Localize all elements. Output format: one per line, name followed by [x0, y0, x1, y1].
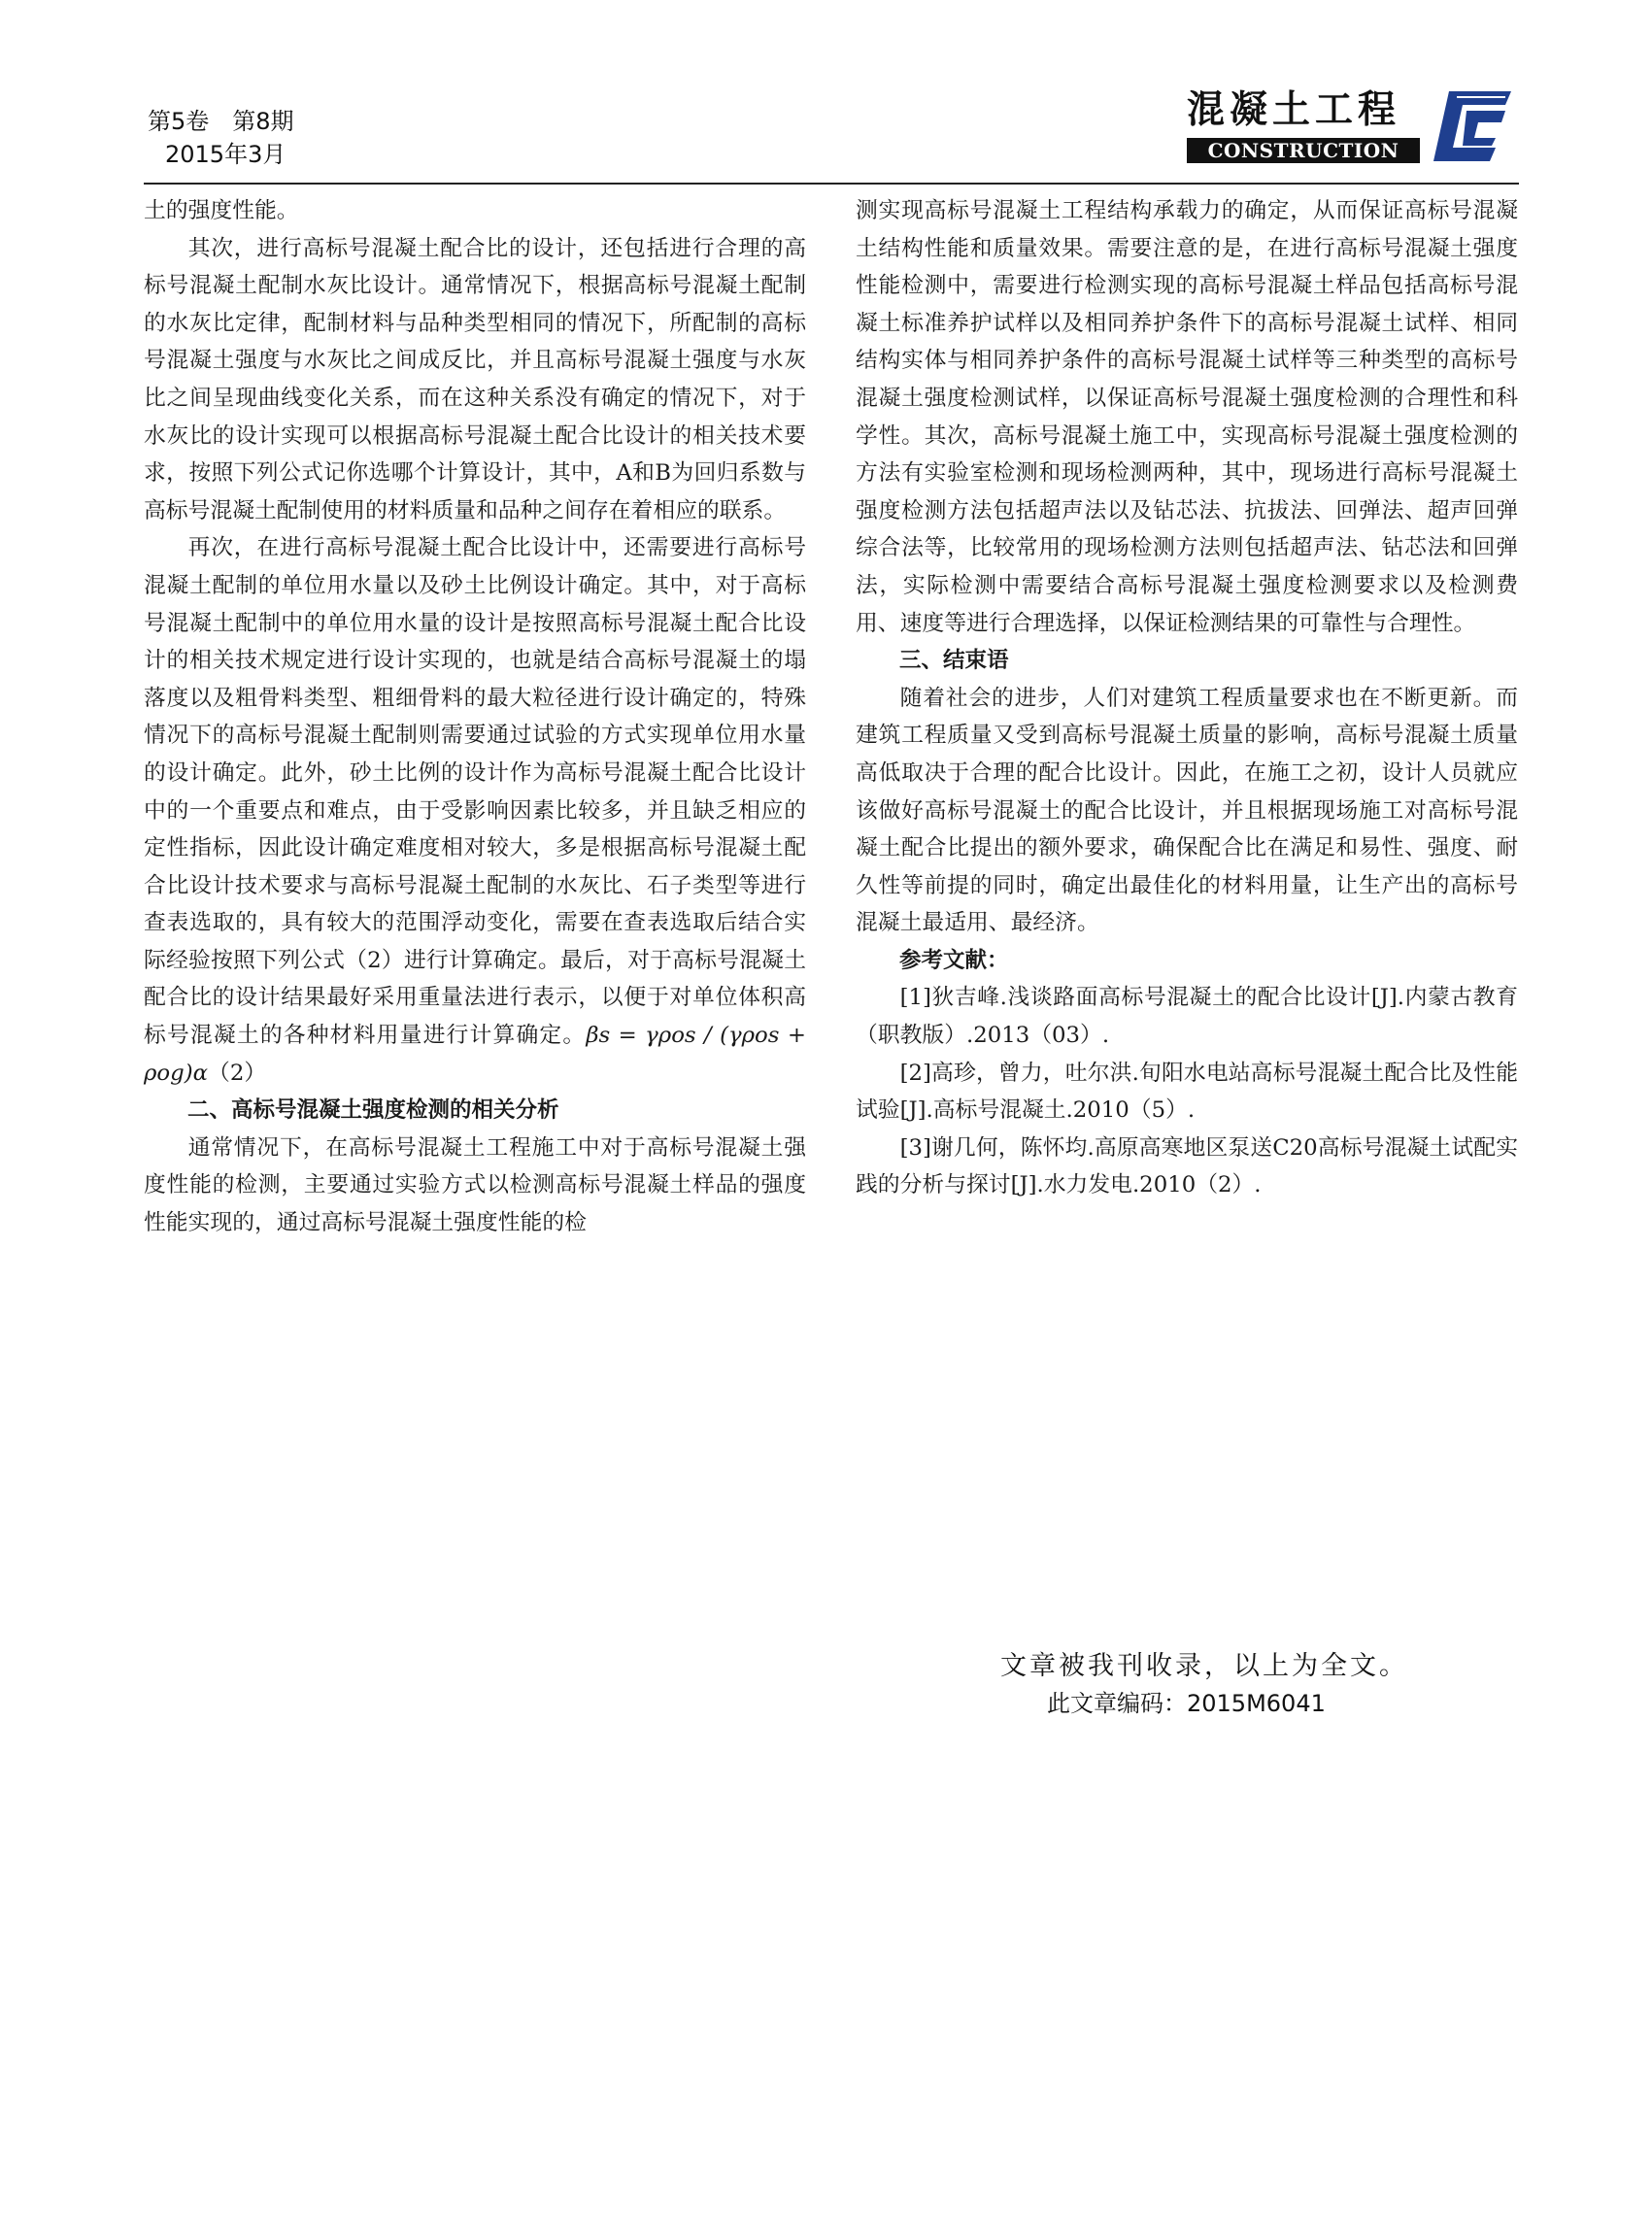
article-code: 此文章编码：2015M6041 — [1047, 1690, 1326, 1717]
paragraph: 测实现高标号混凝土工程结构承载力的确定，从而保证高标号混凝土结构性能和质量效果。需要注意的是，在进行高标号混凝土强度性能检测中，需要进行检测实现的高标号混凝土样品包括高标号混凝土标准养护试样以及相同养护条件下的高标号混凝土试样、相同结构实体与相同养护条件的高标号混凝土试样等三种类型的高标号混凝土强度检测试样，以保证高标号混凝土强度检测的合理性和科学性。其次，高标号混凝土施工中，实现高标号混凝土强度检测的方法有实验室检测和现场检测两种，其中，现场进行高标号混凝土强度检测方法包括超声法以及钻芯法、抗拔法、回弹法、超声回弹综合法等，比较常用的现场检测方法则包括超声法、钻芯法和回弹法，实际检测中需要结合高标号混凝土强度检测要求以及检测费用、速度等进行合理选择，以保证检测结果的可靠性与合理性。 — [856, 198, 1518, 636]
journal-logo — [1187, 87, 1517, 171]
section-heading: 二、高标号混凝土强度检测的相关分析 — [187, 1097, 559, 1124]
paragraph: 其次，进行高标号混凝土配合比的设计，还包括进行合理的高标号混凝土配制水灰比设计。通常情况下，根据高标号混凝土配制的水灰比定律，配制材料与品种类型相同的情况下，所配制的高标号混凝土强度与水灰比之间成反比，并且高标号混凝土强度与水灰比之间呈现曲线变化关系，而在这种关系没有确定的情况下，对于水灰比的设计实现可以根据高标号混凝土配合比设计的相关技术要求，按照下列公式记你选哪个计算设计，其中，A和B为回归系数与高标号混凝土配制使用的材料质量和品种之间存在着相应的联系。 — [144, 235, 806, 523]
formula-number: （2） — [208, 1060, 267, 1086]
left-column — [144, 192, 806, 1242]
journal-issue-info — [148, 105, 294, 171]
paragraph: 通常情况下，在高标号混凝土工程施工中对于高标号混凝土强度性能的检测，主要通过实验方式以检测高标号混凝土样品的强度性能实现的，通过高标号混凝土强度性能的检 — [144, 1134, 806, 1236]
paragraph: 随着社会的进步，人们对建筑工程质量要求也在不断更新。而建筑工程质量又受到高标号混凝土质量的影响，高标号混凝土质量高低取决于合理的配合比设计。因此，在施工之初，设计人员就应该做好高标号混凝土的配合比设计，并且根据现场施工对高标号混凝土配合比提出的额外要求，确保配合比在满足和易性、强度、耐久性等前提的同时，确定出最佳化的材料用量，让生产出的高标号混凝土最适用、最经济。 — [856, 685, 1518, 936]
inclusion-notice: 文章被我刊收录，以上为全文。 — [1000, 1651, 1408, 1681]
section-heading: 三、结束语 — [899, 648, 1009, 674]
logo-mark-icon — [1428, 87, 1515, 165]
header-rule — [144, 183, 1519, 185]
formula: βs = γρos / (γρos + ρog)α — [144, 1023, 806, 1086]
paragraph — [144, 529, 806, 1092]
publication-date: 2015年3月 — [165, 141, 287, 168]
paragraph-text: 再次，在进行高标号混凝土配合比设计中，还需要进行高标号混凝土配制的单位用水量以及砂土比例设计确定。其中，对于高标号混凝土配制中的单位用水量的设计是按照高标号混凝土配合比设计的相关技术规定进行设计实现的，也就是结合高标号混凝土的塌落度以及粗骨料类型、粗细骨料的最大粒径进行设计确定的，特殊情况下的高标号混凝土配制则需要通过试验的方式实现单位用水量的设计确定。此外，砂土比例的设计作为高标号混凝土配合比设计中的一个重要点和难点，由于受影响因素比较多，并且缺乏相应的定性指标，因此设计确定难度相对较大，多是根据高标号混凝土配合比设计技术要求与高标号混凝土配制的水灰比、石子类型等进行查表选取的，具有较大的范围浮动变化，需要在查表选取后结合实际经验按照下列公式（2）进行计算确定。最后，对于高标号混凝土配合比的设计结果最好采用重量法进行表示，以便于对单位体积高标号混凝土的各种材料用量进行计算确定。 — [144, 535, 806, 1049]
logo-english-title: CONSTRUCTION — [1187, 138, 1420, 163]
footer-note — [1000, 1647, 1486, 1721]
right-column — [856, 192, 1518, 1204]
reference-item: [3]谢几何，陈怀均.高原高寒地区泵送C20高标号混凝土试配实践的分析与探讨[J].水力发电.2010（2）. — [856, 1134, 1518, 1198]
paragraph: 土的强度性能。 — [144, 198, 299, 223]
reference-item: [1]狄吉峰.浅谈路面高标号混凝土的配合比设计[J].内蒙古教育（职教版）.2013（03）. — [856, 985, 1518, 1049]
references-title: 参考文献： — [899, 947, 1009, 973]
logo-chinese-title: 混凝土工程 — [1187, 88, 1401, 132]
volume-issue: 第5卷 第8期 — [148, 108, 294, 135]
reference-item: [2]高珍，曾力，吐尔洪.旬阳水电站高标号混凝土配合比及性能试验[J].高标号混凝土.2010（5）. — [856, 1060, 1518, 1124]
